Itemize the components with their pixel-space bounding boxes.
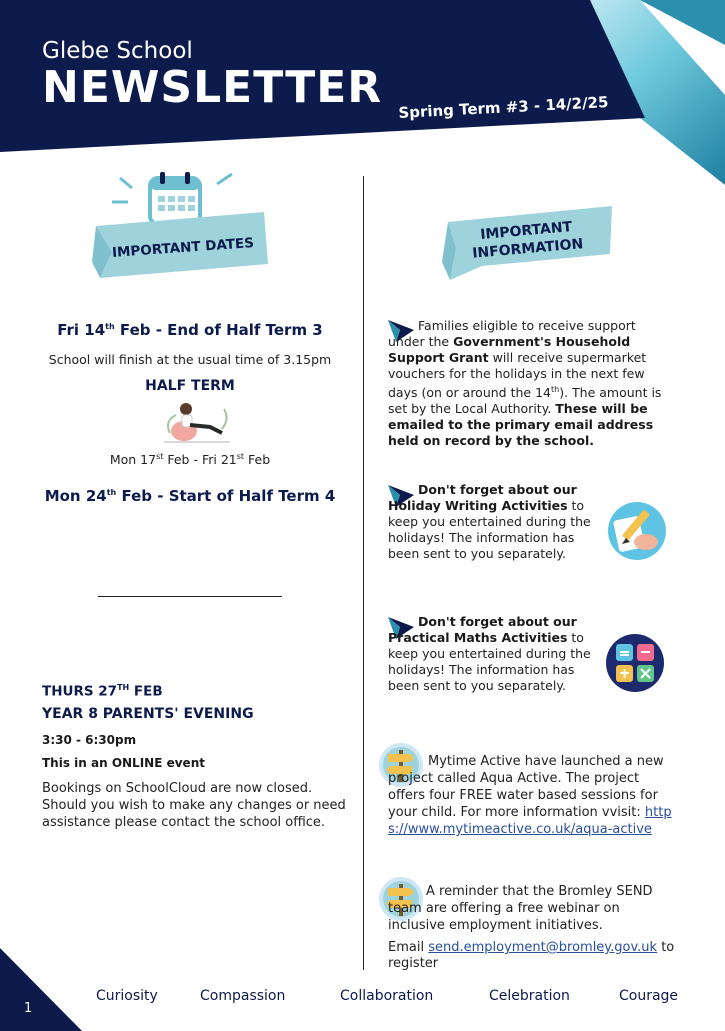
date1-suffix: Feb - End of Half Term 3: [114, 321, 323, 339]
date2-sup: th: [106, 488, 117, 497]
date1-sup: th: [105, 322, 115, 331]
important-dates-ribbon: [92, 168, 272, 288]
calculator-icon: [604, 632, 666, 694]
value-celebration: Celebration: [489, 988, 570, 1004]
send-email-line: [388, 940, 688, 972]
ribbon-line1: IMPORTANT: [479, 219, 573, 244]
item5-text: A reminder that the Bromley SEND team are offering a free webinar on inclusive employment initiatives.: [388, 884, 653, 933]
value-collaboration: Collaboration: [340, 988, 434, 1004]
value-curiosity: Curiosity: [96, 988, 158, 1004]
item4-text: Mytime Active have launched a new project called Aqua Active. The project offers four FREE water based sessions for your child. For more information vvisit:: [388, 754, 664, 820]
info-item-writing-activities: [388, 482, 592, 562]
date2-suffix: Feb - Start of Half Term 4: [116, 487, 336, 505]
info-item-aqua-active: [388, 753, 678, 838]
range-b: Feb - Fri 21: [163, 452, 237, 468]
send-email-link[interactable]: send.employment@bromley.gov.uk: [428, 940, 658, 955]
ribbon-line2: INFORMATION: [471, 236, 584, 262]
newsletter-title: NEWSLETTER: [42, 62, 383, 113]
school-name: Glebe School: [42, 38, 193, 64]
column-divider: [363, 176, 364, 970]
email-pre: Email: [388, 940, 429, 955]
range-a-sup: st: [156, 452, 164, 461]
event-title: YEAR 8 PARENTS' EVENING: [42, 706, 254, 722]
item1-text2: will receive supermarket vouchers for the holidays in the next few days (on or around the 14: [388, 350, 647, 401]
item2-bold: Don't forget about our Holiday Writing Activities: [388, 482, 577, 513]
term-label: Spring Term #3 - 14/2/25: [398, 92, 609, 122]
date2-prefix: Mon 24: [44, 487, 107, 505]
event-body: Bookings on SchoolCloud are now closed. Should you wish to make any changes or need assistance please contact the school office.: [42, 781, 346, 830]
aqua-active-link[interactable]: https://www.mytimeactive.co.uk/aqua-active: [388, 805, 672, 837]
page-number: 1: [24, 1001, 33, 1016]
relaxing-person-icon: [164, 399, 230, 445]
email-post: to register: [388, 940, 675, 971]
item3-text: to keep you entertained during the holidays! The information has been sent to you separately.: [388, 630, 591, 693]
info-item-send-webinar: [388, 883, 676, 934]
event-date-prefix: THURS 27: [42, 683, 118, 700]
half-term-range: [40, 452, 340, 467]
pencil-icon: [606, 500, 668, 562]
info-item-household-grant: [388, 318, 672, 449]
item1-bold1: Government's Household Support Grant: [388, 334, 631, 365]
event-mode: This in an ONLINE event: [42, 756, 205, 770]
date-end-half-term: [40, 321, 340, 339]
item1-sup: th: [550, 385, 560, 394]
value-courage: Courage: [619, 988, 679, 1004]
event-date: [42, 683, 163, 700]
range-b-sup: st: [236, 452, 245, 461]
event-time: 3:30 - 6:30pm: [42, 733, 137, 747]
item1-text3: ). The amount is set by the Local Authority.: [388, 385, 662, 417]
date1-prefix: Fri 14: [57, 321, 106, 339]
event-date-suffix: FEB: [129, 683, 163, 700]
item1-text1: Families eligible to receive support under the: [388, 318, 636, 349]
item1-bold2: These will be emailed to the primary email address held on record by the school.: [388, 401, 654, 449]
left-separator: [98, 596, 282, 597]
date-start-half-term: [40, 487, 340, 505]
item2-text: to keep you entertained during the holidays! The information has been sent to you separately.: [388, 498, 591, 561]
value-compassion: Compassion: [200, 988, 286, 1004]
range-c: Feb: [244, 452, 271, 468]
important-dates-label: IMPORTANT DATES: [111, 235, 255, 261]
date1-note: School will finish at the usual time of 3.15pm: [48, 352, 332, 367]
info-item-maths-activities: [388, 614, 594, 694]
half-term-label: HALF TERM: [145, 378, 235, 394]
item3-bold: Don't forget about our Practical Maths Activities: [388, 614, 577, 645]
range-a: Mon 17: [109, 452, 157, 468]
event-date-sup: TH: [117, 683, 130, 692]
footer-navy-corner: [0, 948, 82, 1031]
